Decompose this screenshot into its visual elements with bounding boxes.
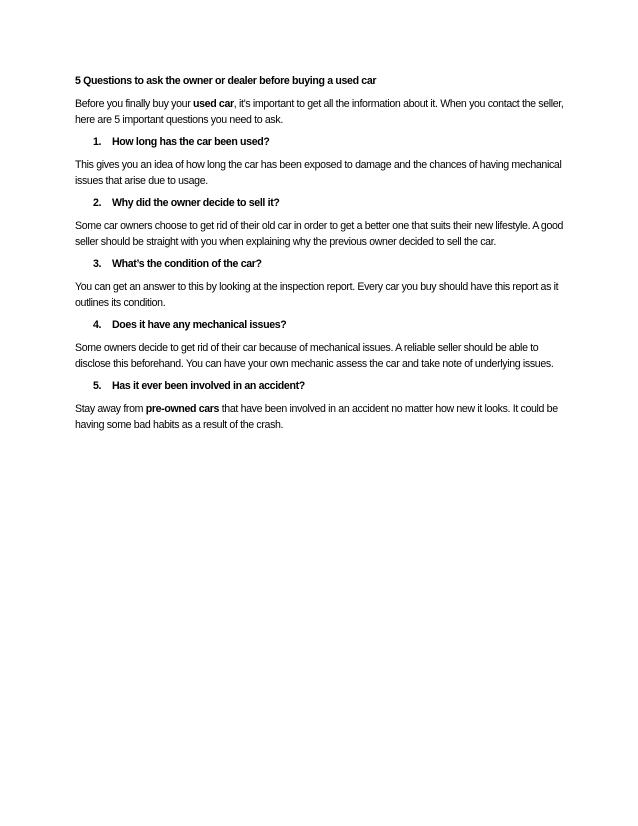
answer-1-paragraph: This gives you an idea of how long the car has been exposed to damage and the chances of having mechanical issues that arise due to usage. [75, 159, 562, 187]
intro-text-start: Before you finally buy your [75, 98, 193, 110]
question-5-heading [75, 379, 570, 393]
pre-owned-cars-link-text: pre-owned cars [145, 403, 220, 415]
question-1-number: 1. [93, 136, 102, 148]
question-2-number: 2. [93, 197, 102, 209]
question-5-text: Has it ever been involved in an accident? [112, 380, 305, 392]
answer-2-paragraph: Some car owners choose to get rid of their old car in order to get a better one that suits their new lifestyle. A good seller should be straight with you when explaining why the previous owner decided to sell the car. [75, 220, 564, 248]
question-3-heading [75, 257, 570, 271]
used-car-link-text: used car [192, 98, 234, 110]
document-body [75, 74, 570, 440]
question-5-number: 5. [93, 380, 102, 392]
answer-5-paragraph [75, 402, 570, 433]
question-4-number: 4. [93, 319, 102, 331]
question-3-text: What’s the condition of the car? [112, 258, 262, 270]
question-4-text: Does it have any mechanical issues? [112, 319, 287, 331]
question-1-heading [75, 135, 570, 149]
answer-4-paragraph: Some owners decide to get rid of their car because of mechanical issues. A reliable seller should be able to disclose this beforehand. You can have your own mechanic assess the car and take note of underlying issues. [75, 342, 554, 370]
question-1-text: How long has the car been used? [112, 136, 270, 148]
answer-5-text-start: Stay away from [75, 403, 146, 415]
answer-3-paragraph: You can get an answer to this by looking at the inspection report. Every car you buy should have this report as it outlines its condition. [75, 281, 559, 309]
answer-5-text-end: that have been involved in an accident no matter how new it looks. It could be having some bad habits as a result of the crash. [75, 403, 558, 431]
question-2-text: Why did the owner decide to sell it? [112, 197, 280, 209]
intro-text-end: , it’s important to get all the information about it. When you contact the seller, here are 5 important questions you need to ask. [75, 98, 564, 126]
question-2-heading [75, 196, 570, 210]
question-4-heading [75, 318, 570, 332]
document-title: 5 Questions to ask the owner or dealer before buying a used car [75, 75, 377, 87]
question-3-number: 3. [93, 258, 102, 270]
intro-paragraph [75, 97, 570, 128]
